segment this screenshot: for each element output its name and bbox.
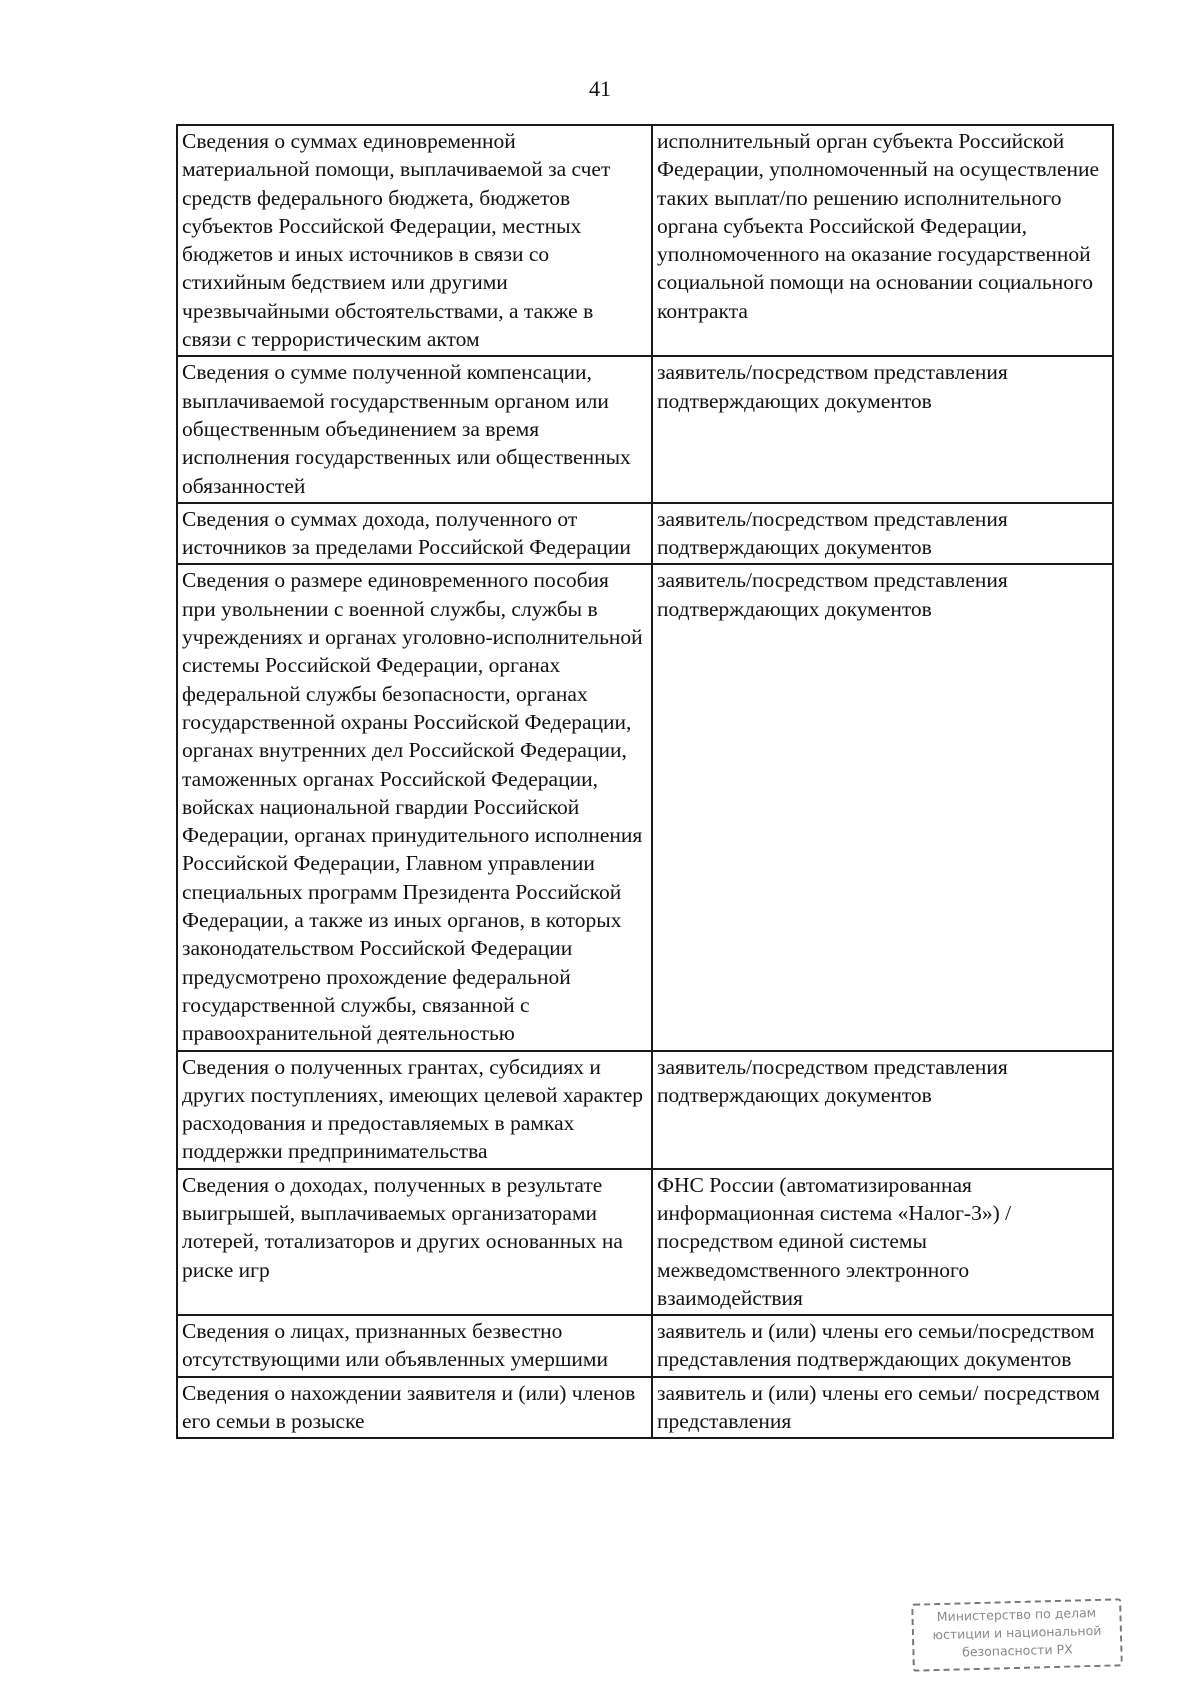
info-cell: Сведения о размере единовременного пособия при увольнении с военной службы, службы в учреждениях и органах уголовно-исполнительной системы Российской Федерации, органах федеральной службы безопасности, органах государственной охраны Российской Федерации, органах внутренних дел Российской Федерации, таможенных органах Российской Федерации, войсках национальной гвардии Российской Федерации, органах принудительного исполнения Российской Федерации, Главном управлении специальных программ Президента Российской Федерации, а также из иных органов, в которых законодательством Российской Федерации предусмотрено прохождение федеральной государственной службы, связанной с правоохранительной деятельностью — [177, 564, 652, 1050]
source-cell: заявитель и (или) члены его семьи/посредством представления подтверждающих документов — [652, 1315, 1113, 1377]
info-cell: Сведения о суммах дохода, полученного от источников за пределами Российской Федерации — [177, 503, 652, 565]
source-cell: заявитель и (или) члены его семьи/ посредством представления — [652, 1377, 1113, 1439]
table-row — [177, 503, 1113, 565]
source-cell: заявитель/посредством представления подтверждающих документов — [652, 564, 1113, 1050]
table-row — [177, 1169, 1113, 1315]
info-cell: Сведения о сумме полученной компенсации, выплачиваемой государственным органом или общественным объединением за время исполнения государственных или общественных обязанностей — [177, 356, 652, 502]
source-cell: заявитель/посредством представления подтверждающих документов — [652, 356, 1113, 502]
stamp-line: безопасности РХ — [961, 1641, 1073, 1660]
table-row — [177, 1315, 1113, 1377]
info-cell: Сведения о суммах единовременной материальной помощи, выплачиваемой за счет средств федерального бюджета, бюджетов субъектов Российской Федерации, местных бюджетов и иных источников в связи со стихийным бедствием или другими чрезвычайными обстоятельствами, а также в связи с террористическим актом — [177, 125, 652, 356]
source-cell: ФНС России (автоматизированная информационная система «Налог-3») / посредством единой системы межведомственного электронного взаимодействия — [652, 1169, 1113, 1315]
stamp-line: юстиции и национальной — [932, 1622, 1102, 1643]
table-row — [177, 356, 1113, 502]
info-cell: Сведения о доходах, полученных в результате выигрышей, выплачиваемых организаторами лотерей, тотализаторов и других основанных на риске игр — [177, 1169, 652, 1315]
info-cell: Сведения о лицах, признанных безвестно отсутствующими или объявленных умершими — [177, 1315, 652, 1377]
documents-table — [176, 124, 1114, 1439]
stamp-line: Министерство по делам — [936, 1604, 1097, 1625]
source-cell: заявитель/посредством представления подтверждающих документов — [652, 1051, 1113, 1169]
info-cell: Сведения о полученных грантах, субсидиях и других поступлениях, имеющих целевой характер расходования и предоставляемых в рамках поддержки предпринимательства — [177, 1051, 652, 1169]
source-cell: заявитель/посредством представления подтверждающих документов — [652, 503, 1113, 565]
source-cell: исполнительный орган субъекта Российской Федерации, уполномоченный на осуществление таких выплат/по решению исполнительного органа субъекта Российской Федерации, уполномоченного на оказание государственной социальной помощи на основании социального контракта — [652, 125, 1113, 356]
table-row — [177, 1377, 1113, 1439]
ministry-stamp — [911, 1598, 1123, 1671]
info-cell: Сведения о нахождении заявителя и (или) членов его семьи в розыске — [177, 1377, 652, 1439]
table-row — [177, 125, 1113, 356]
page-number: 41 — [589, 76, 611, 101]
table-row — [177, 564, 1113, 1050]
table-row — [177, 1051, 1113, 1169]
